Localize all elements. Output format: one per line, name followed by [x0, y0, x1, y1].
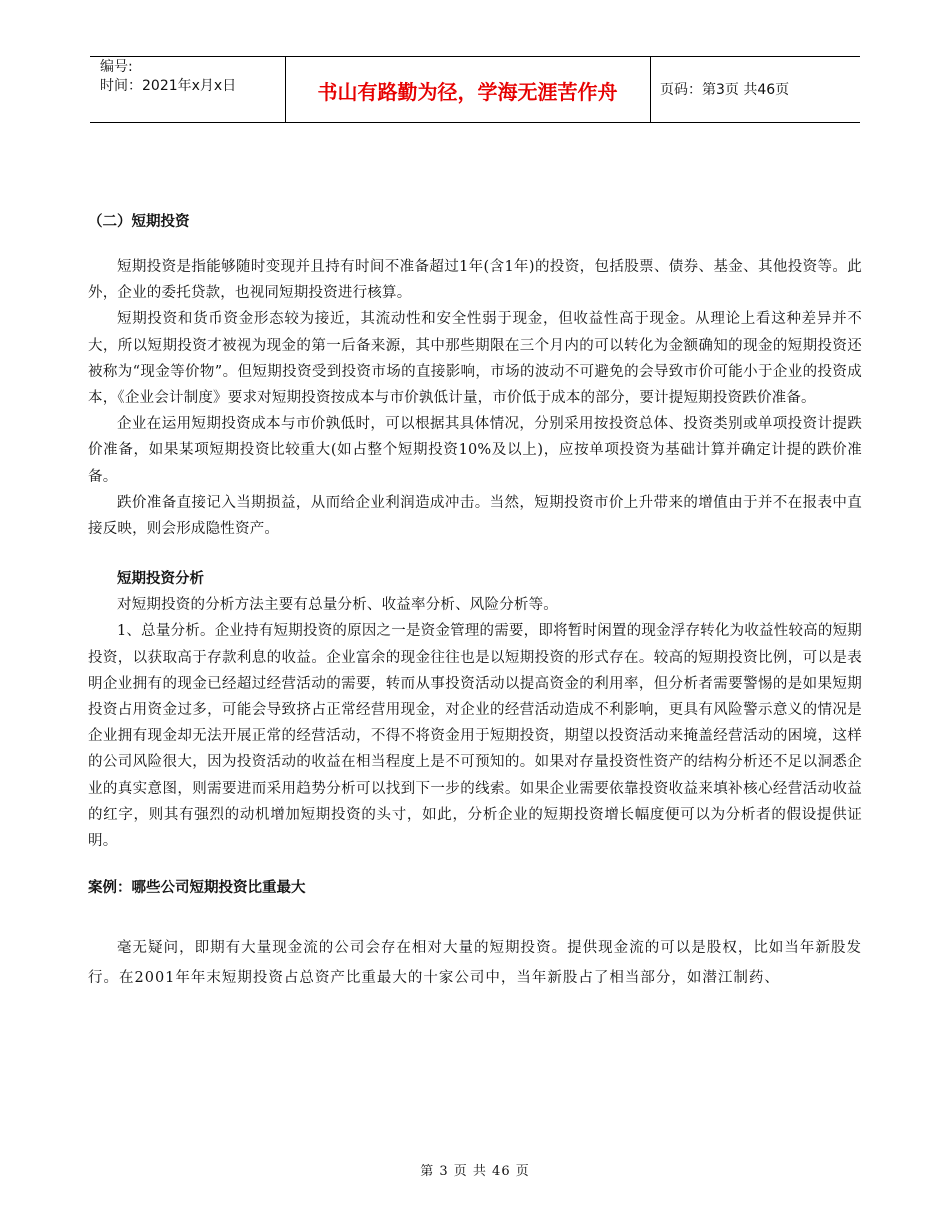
case-title: 案例：哪些公司短期投资比重最大 — [88, 880, 306, 897]
document-body — [88, 210, 862, 993]
paragraph: 短期投资是指能够随时变现并且持有时间不准备超过1年(含1年)的投资，包括股票、债券、基金、其他投资等。此外，企业的委托贷款，也视同短期投资进行核算。 — [88, 259, 862, 302]
paragraph: 企业在运用短期投资成本与市价孰低时，可以根据其具体情况，分别采用按投资总体、投资类别或单项投资计提跌价准备，如果某项短期投资比较重大(如占整个短期投资10%及以上)，应按单项投资为基础计算并确定计提的跌价准备。 — [88, 416, 862, 485]
header-bottom-rule — [90, 122, 860, 123]
subsection-title: 短期投资分析 — [117, 571, 204, 588]
section-title: （二）短期投资 — [88, 214, 190, 230]
document-time-label: 时间：2021年x月x日 — [100, 78, 237, 94]
header-motto: 书山有路勤为径，学海无涯苦作舟 — [317, 80, 618, 104]
paragraph: 1、总量分析。企业持有短期投资的原因之一是资金管理的需要，即将暂时闲置的现金浮存转化为收益性较高的短期投资，以获取高于存款利息的收益。企业富余的现金往往也是以短期投资的形式存在。较高的短期投资比例，可以是表明企业拥有的现金已经超过经营活动的需要，转而从事投资活动以提高资金的利用率，但分析者需要警惕的是如果短期投资占用资金过多，可能会导致挤占正常经营用现金，对企业的经营活动造成不利影响，更具有风险警示意义的情况是企业拥有现金却无法开展正常的经营活动，不得不将资金用于短期投资，期望以投资活动来掩盖经营活动的困境，这样的公司风险很大，因为投资活动的收益在相当程度上是不可预知的。如果对存量投资性资产的结构分析还不足以洞悉企业的真实意图，则需要进而采用趋势分析可以找到下一步的线索。如果企业需要依靠投资收益来填补核心经营活动收益的红字，则其有强烈的动机增加短期投资的头寸，如此，分析企业的短期投资增长幅度便可以为分析者的假设提供证明。 — [88, 623, 862, 850]
header-divider — [650, 57, 651, 122]
paragraph: 跌价准备直接记入当期损益，从而给企业利润造成冲击。当然，短期投资市价上升带来的增值由于并不在报表中直接反映，则会形成隐性资产。 — [88, 494, 862, 538]
case-paragraph: 毫无疑问，即期有大量现金流的公司会存在相对大量的短期投资。提供现金流的可以是股权，比如当年新股发行。在2001年年末短期投资占总资产比重最大的十家公司中，当年新股占了相当部分，如潜江制药、 — [88, 940, 862, 987]
paragraph: 短期投资和货币资金形态较为接近，其流动性和安全性弱于现金，但收益性高于现金。从理论上看这种差异并不大，所以短期投资才被视为现金的第一后备来源，其中那些期限在三个月内的可以转化为金额确知的现金的短期投资还被称为“现金等价物”。但短期投资受到投资市场的直接影响，市场的波动不可避免的会导致市价可能小于企业的投资成本，《企业会计制度》要求对短期投资按成本与市价孰低计量，市价低于成本的部分，要计提短期投资跌价准备。 — [88, 311, 862, 407]
header-page-number: 页码：第3页 共46页 — [660, 82, 790, 98]
header-meta — [100, 58, 236, 96]
header-top-rule — [90, 56, 860, 57]
page-footer: 第 3 页 共 46 页 — [420, 1164, 530, 1179]
paragraph: 对短期投资的分析方法主要有总量分析、收益率分析、风险分析等。 — [117, 597, 558, 614]
document-number-label: 编号: — [100, 59, 133, 75]
